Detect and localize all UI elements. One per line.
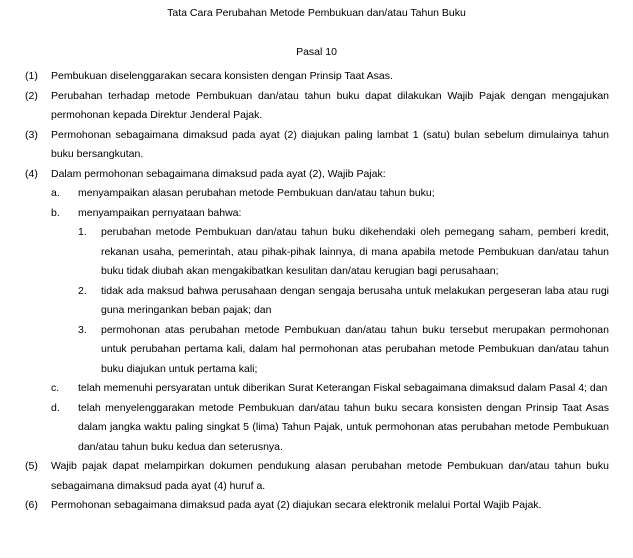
sub-item-text: telah menyelenggarakan metode Pembukuan dan/atau tahun buku secara konsisten dengan Prinsip Taat Asas dalam jangka waktu paling singkat 5 (lima) Tahun Pajak, untuk permohonan atas perubahan metode Pembukuan dan/atau tahun buku kedua dan seterusnya. — [78, 401, 609, 453]
paragraph-text: Perubahan terhadap metode Pembukuan dan/atau tahun buku dapat dilakukan Wajib Pajak dengan mengajukan permohonan kepada Direktur Jenderal Pajak. — [51, 89, 609, 121]
document-title: Tata Cara Perubahan Metode Pembukuan dan/atau Tahun Buku — [167, 7, 466, 19]
numbered-item-text: perubahan metode Pembukuan dan/atau tahun buku dikehendaki oleh pemegang saham, pemberi kredit, rekanan usaha, pemerintah, atau pihak-pihak lainnya, di mana apabila metode Pembukuan dan/atau tahun buku tidak diubah akan mengakibatkan kesulitan dan/atau kerugian bagi perusahaan; — [101, 226, 609, 277]
numbered-item-number: 3. — [78, 323, 87, 336]
numbered-item-number: 1. — [78, 226, 87, 238]
paragraph-6 — [0, 496, 633, 516]
numbered-item-1 — [0, 223, 633, 282]
numbered-item-text: tidak ada maksud bahwa perusahaan dengan sengaja berusaha untuk melakukan pergeseran laba atau rugi guna meringankan beban pajak; dan — [101, 284, 609, 316]
sub-item-text: menyampaikan pernyataan bahwa: — [78, 206, 242, 219]
paragraph-number: (4) — [25, 167, 38, 180]
sub-item-text: telah memenuhi persyaratan untuk diberikan Surat Keterangan Fiskal sebagaimana dimaksud dalam Pasal 4; dan — [78, 382, 608, 394]
paragraph-5 — [0, 457, 633, 496]
paragraph-text: Permohonan sebagaimana dimaksud pada ayat (2) diajukan paling lambat 1 (satu) bulan sebelum dimulainya tahun buku bersangkutan. — [51, 128, 609, 160]
sub-item-letter: d. — [51, 401, 60, 414]
paragraph-text: Dalam permohonan sebagaimana dimaksud pada ayat (2), Wajib Pajak: — [51, 167, 386, 180]
paragraph-number: (3) — [25, 128, 38, 141]
paragraph-text: Wajib pajak dapat melampirkan dokumen pendukung alasan perubahan metode Pembukuan dan/atau tahun buku sebagaimana dimaksud pada ayat (4) huruf a. — [51, 460, 609, 492]
paragraph-text: Permohonan sebagaimana dimaksud pada ayat (2) diajukan secara elektronik melalui Portal Wajib Pajak. — [51, 499, 542, 511]
sub-item-letter: c. — [51, 382, 60, 394]
article-body — [0, 67, 633, 516]
paragraph-2 — [0, 87, 633, 126]
sub-item-letter: a. — [51, 187, 60, 199]
numbered-item-3 — [0, 321, 633, 380]
paragraph-1 — [0, 67, 633, 87]
paragraph-4 — [0, 165, 633, 185]
paragraph-text: Pembukuan diselenggarakan secara konsisten dengan Prinsip Taat Asas. — [51, 70, 393, 82]
paragraph-number: (5) — [25, 460, 38, 472]
sub-item-d — [0, 399, 633, 458]
paragraph-3 — [0, 126, 633, 165]
sub-item-a — [0, 184, 633, 204]
numbered-item-text: permohonan atas perubahan metode Pembukuan dan/atau tahun buku tersebut merupakan permohonan untuk perubahan pertama kali, dalam hal permohonan atas perubahan metode Pembukuan dan/atau tahun buku diajukan untuk pertama kali; — [101, 323, 609, 375]
paragraph-number: (6) — [25, 499, 38, 511]
sub-item-letter: b. — [51, 206, 60, 219]
sub-item-text: menyampaikan alasan perubahan metode Pembukuan dan/atau tahun buku; — [78, 187, 435, 199]
numbered-item-number: 2. — [78, 284, 87, 297]
article-heading: Pasal 10 — [296, 46, 337, 58]
paragraph-number: (1) — [25, 70, 38, 82]
sub-item-c — [0, 379, 633, 399]
numbered-item-2 — [0, 282, 633, 321]
sub-item-b — [0, 204, 633, 224]
paragraph-number: (2) — [25, 89, 38, 102]
